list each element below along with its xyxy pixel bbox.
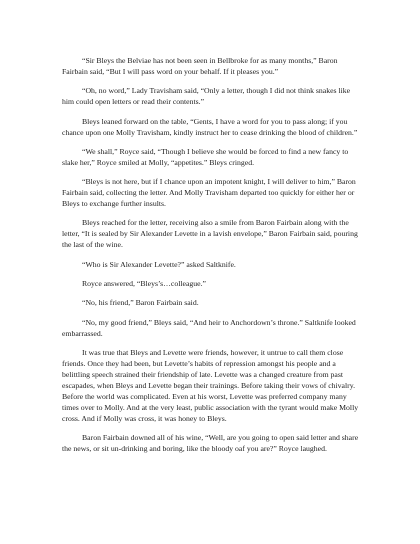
paragraph: Baron Fairbain downed all of his wine, “Well, are you going to open said letter and share the news, or sit un-drinking and boring, like the bloody oaf you are?” Royce laughed.: [62, 433, 359, 454]
paragraph: “We shall,” Royce said, “Though I believe she would be forced to find a new fancy to slake her,” Royce smiled at Molly, “appetites.” Bleys cringed.: [62, 146, 349, 167]
paragraph: “Oh, no word,” Lady Travisham said, “Only a letter, though I did not think snakes like him could open letters or read their contents.”: [62, 86, 351, 107]
paragraph: Royce answered, “Bleys’s…colleague.”: [82, 279, 206, 289]
paragraph: “No, my good friend,” Bleys said, “And heir to Anchordown’s throne.” Saltknife looked embarrassed.: [62, 317, 356, 338]
paragraph: Bleys leaned forward on the table, “Gents, I have a word for you to pass along; if you chance upon one Molly Travisham, kindly instruct her to cease drinking the blood of children.”: [62, 116, 358, 137]
paragraph: Bleys reached for the letter, receiving also a smile from Baron Fairbain along with the letter, “It is sealed by Sir Alexander Levette in a lavish envelope,” Baron Fairbain said, pouring the last of the wine.: [62, 218, 358, 250]
document-page: [62, 55, 362, 463]
paragraph: It was true that Bleys and Levette were friends, however, it untrue to call them close friends. Once they had been, but Levette’s habits of repression amongst his people and a belittling speech strained their friendship of late. Levette was a changed creature from past escapades, when Bleys and Levette began their trainings. Before taking their vows of chivalry. Before the world was complicated. Even at his worst, Levette was preferred company many times over to Molly. And at the very least, public association with the tyrant would make Molly cross. And if Molly was cross, it was honey to Bleys.: [62, 347, 359, 423]
paragraph: “No, his friend,” Baron Fairbain said.: [82, 298, 199, 308]
paragraph: “Sir Bleys the Belviae has not been seen in Bellbroke for as many months,” Baron Fairbain said, “But I will pass word on your behalf. If it pleases you.”: [62, 56, 338, 76]
paragraph: “Who is Sir Alexander Levette?” asked Saltknife.: [82, 259, 236, 269]
paragraph: “Bleys is not here, but if I chance upon an impotent knight, I will deliver to him,” Baron Fairbain said, collecting the letter. And Molly Travisham departed too quickly for either her or Bleys to exchange further insults.: [62, 177, 356, 209]
